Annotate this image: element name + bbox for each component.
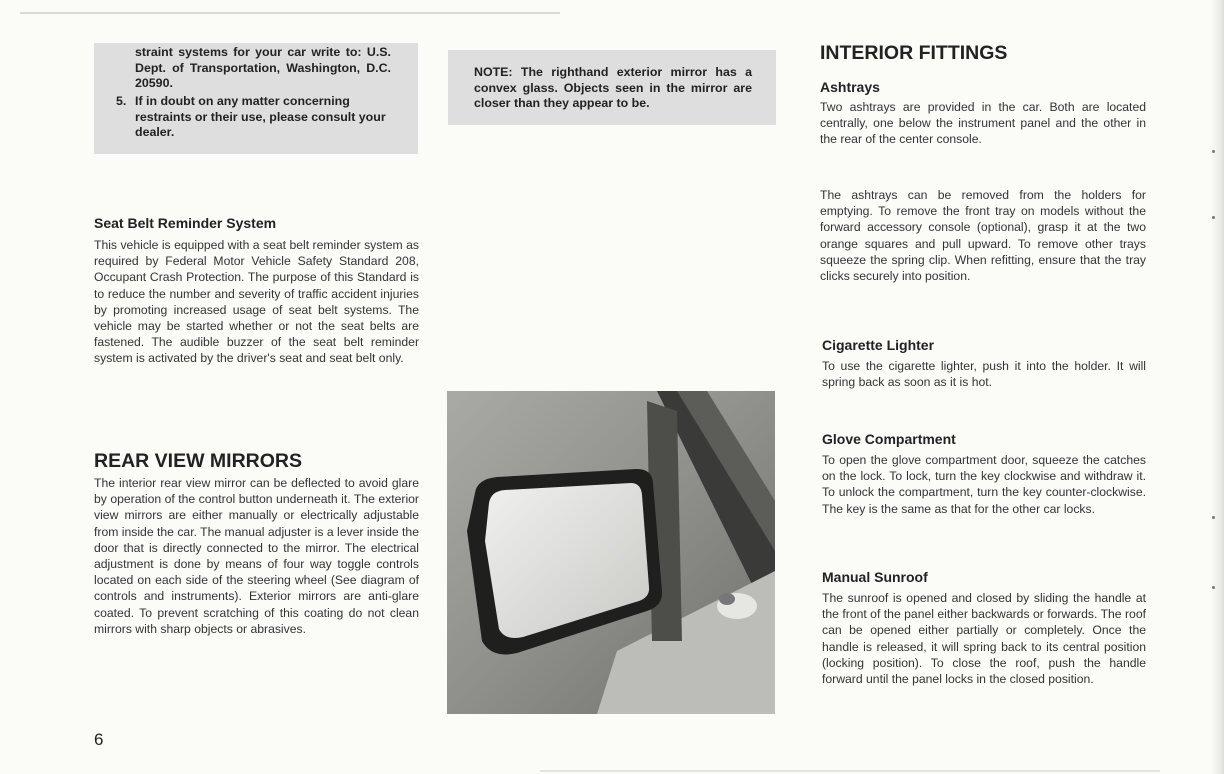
- top-rule: [20, 12, 560, 14]
- rear-view-mirrors-heading: REAR VIEW MIRRORS: [94, 450, 303, 472]
- edge-mark: [1212, 516, 1215, 519]
- item-number: 5.: [116, 94, 127, 108]
- glove-compartment-text: To open the glove compartment door, squeeze the catches on the lock. To lock, turn the key clockwise and withdraw it. To unlock the compartment, turn the key counter-clockwise. The key is the same as that for the other car locks.: [822, 453, 1146, 516]
- cigarette-lighter-text: To use the cigarette lighter, push it into the holder. It will spring back as soon as it is hot.: [822, 359, 1146, 390]
- cigarette-lighter-heading: Cigarette Lighter: [822, 337, 935, 353]
- restraint-note-box: [94, 43, 418, 154]
- rear-view-mirrors-text: The interior rear view mirror can be deflected to avoid glare by operation of the control button underneath it. The exterior view mirrors are either manually or electrically adjustable from inside the car. The manual adjuster is a lever inside the door that is directly connected to the mirror. The electrical adjustment is done by means of four way toggle controls located on each side of the steering wheel (See diagram of controls and instruments). Exterior mirrors are anti-glare coated. To prevent scratching of this coating do not clean mirrors with sharp objects or abrasives.: [94, 476, 419, 636]
- item-text: If in doubt on any matter concerning restraints or their use, please consult your dealer.: [135, 94, 386, 140]
- mirror-note-text: NOTE: The righthand exterior mirror has a convex glass. Objects seen in the mirror are closer than they appear to be.: [474, 65, 752, 111]
- seat-belt-text: This vehicle is equipped with a seat belt reminder system as required by Federal Motor Vehicle Safety Standard 208, Occupant Crash Protection. The purpose of this Standard is to reduce the number and severity of traffic accident injuries by promoting increased usage of seat belt systems. The vehicle may be started whether or not the seat belts are fastened. The audible buzzer of the seat belt reminder system is activated by the driver's seat and seat belt only.: [94, 238, 419, 366]
- mirror-note-box: [448, 50, 776, 125]
- edge-mark: [1212, 586, 1215, 589]
- bottom-rule: [540, 770, 1160, 772]
- exterior-mirror-photo: [447, 391, 775, 714]
- interior-fittings-heading: INTERIOR FITTINGS: [820, 42, 1008, 64]
- edge-mark: [1212, 150, 1215, 153]
- ashtrays-text-2: The ashtrays can be removed from the holders for emptying. To remove the front tray on models without the forward accessory console (optional), grasp it at the two orange squares and pull upward. To remove other trays squeeze the spring clip. When refitting, ensure that the tray clicks securely into position.: [820, 188, 1146, 284]
- restraint-note-continued: straint systems for your car write to: U.S. Dept. of Transportation, Washington, D.C. 20590.: [135, 45, 391, 91]
- edge-mark: [1212, 216, 1215, 219]
- ashtrays-heading: Ashtrays: [820, 79, 880, 95]
- seat-belt-heading: Seat Belt Reminder System: [94, 215, 277, 231]
- manual-sunroof-text: The sunroof is opened and closed by sliding the handle at the front of the panel either backwards or forwards. The roof can be opened either partially or completely. Once the handle is released, it will spring back to its central position (locking position). To close the roof, push the handle forward until the panel locks in the closed position.: [822, 591, 1146, 687]
- manual-sunroof-heading: Manual Sunroof: [822, 569, 928, 585]
- ashtrays-text-1: Two ashtrays are provided in the car. Both are located centrally, one below the instrument panel and the other in the rear of the center console.: [820, 100, 1146, 147]
- glove-compartment-heading: Glove Compartment: [822, 431, 956, 447]
- page-edge: [1210, 0, 1224, 774]
- page-number: 6: [94, 730, 104, 749]
